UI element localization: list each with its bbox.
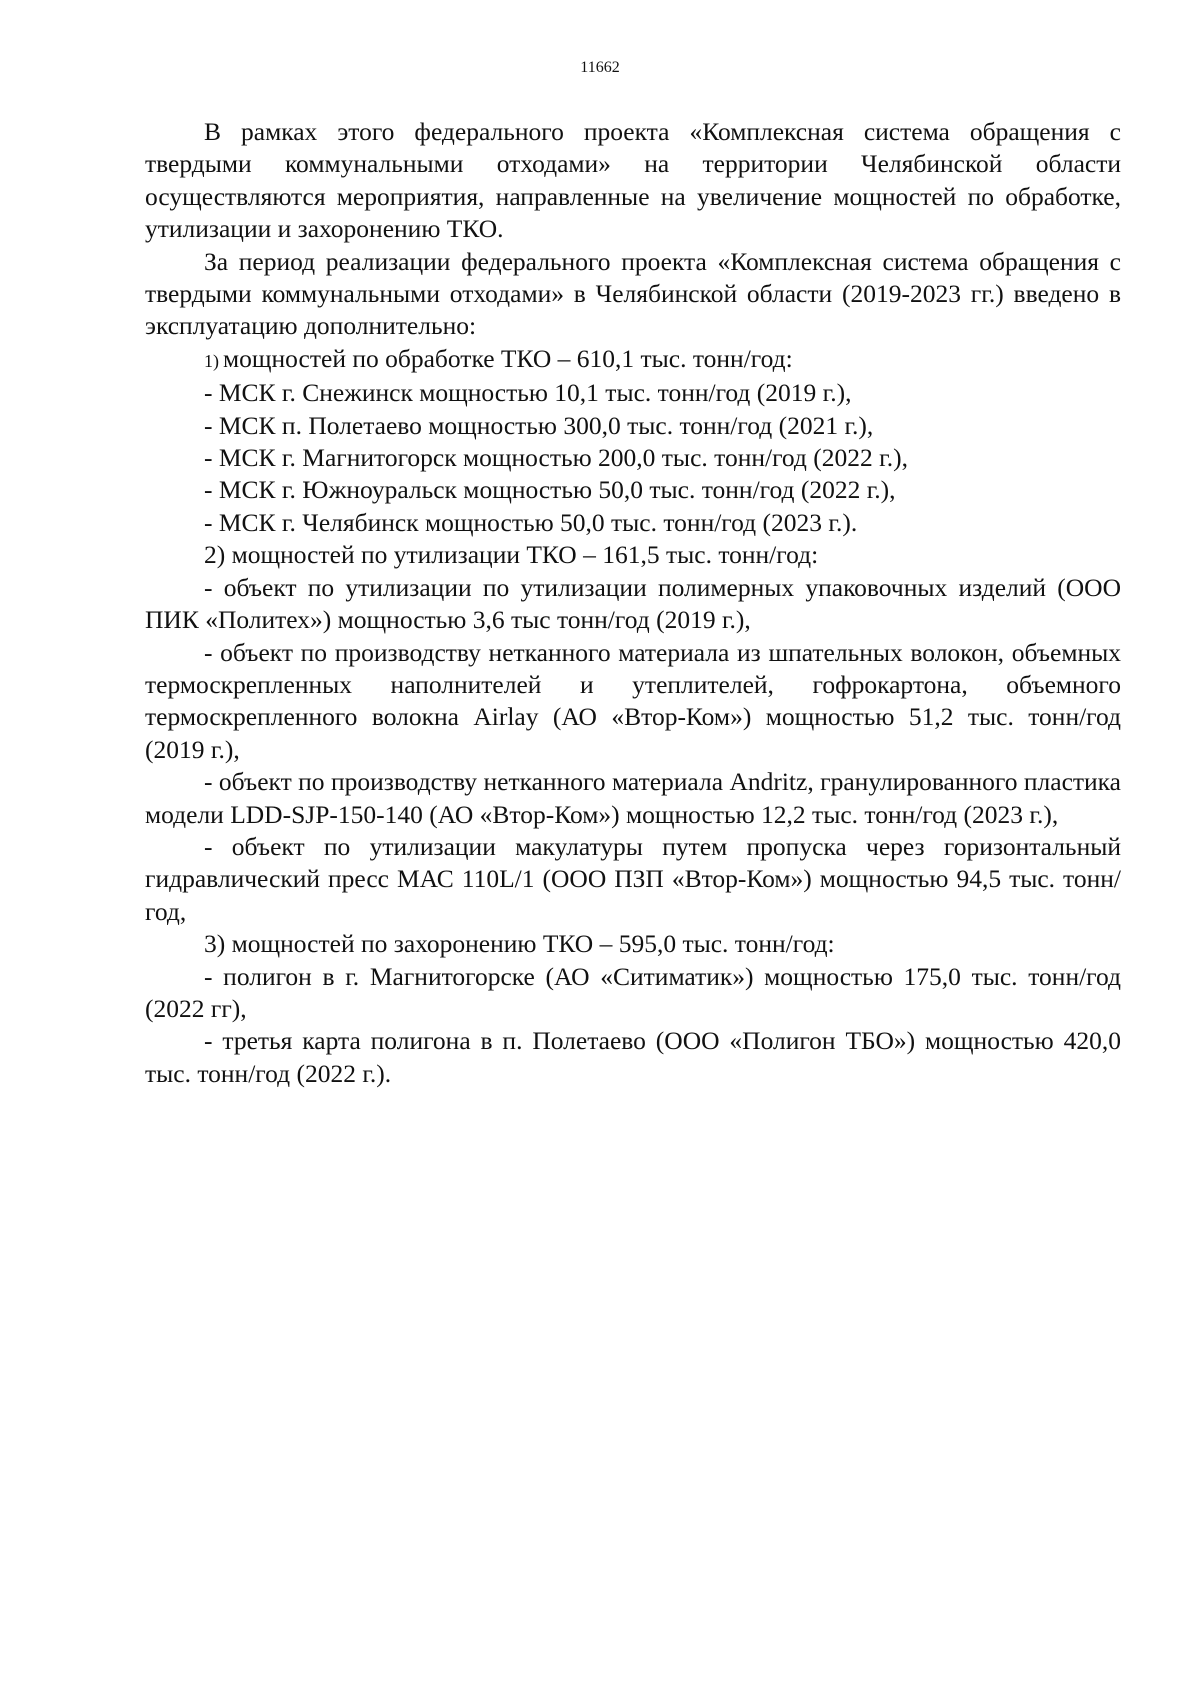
list-item-msk-magnitogorsk: - МСК г. Магнитогорск мощностью 200,0 тыс. тонн/год (2022 г.), — [204, 443, 908, 473]
list-item-msk-poletaevo: - МСК п. Полетаево мощностью 300,0 тыс. тонн/год (2021 г.), — [204, 410, 874, 440]
list-item-politekh: - объект по утилизации по утилизации полимерных упаковочных изделий (ООО ПИК «Политех») мощностью 3,6 тыс тонн/год (2019 г.), — [145, 572, 1121, 635]
list-item-processing-capacity — [145, 343, 1121, 377]
list-item-msk-snezhinsk: - МСК г. Снежинск мощностью 10,1 тыс. тонн/год (2019 г.), — [204, 378, 852, 408]
list-item-msk-yuzhnouralsk: - МСК г. Южноуральск мощностью 50,0 тыс. тонн/год (2022 г.), — [204, 475, 896, 505]
paragraph-intro: В рамках этого федерального проекта «Комплексная система обращения с твердыми коммунальными отходами» на территории Челябинской области осуществляются мероприятия, направленные на увеличение мощностей по обработке, утилизации и захоронению ТКО. — [145, 117, 1121, 244]
list-item-waste-paper: - объект по утилизации макулатуры путем пропуска через горизонтальный гидравлический пресс МАС 110L/1 (ООО ПЗП «Втор-Ком») мощностью 94,5 тыс. тонн/год, — [145, 831, 1121, 926]
page-number: 11662 — [580, 59, 620, 76]
list-item-disposal-capacity: 3) мощностей по захоронению ТКО – 595,0 тыс. тонн/год: — [204, 929, 835, 959]
list-marker: 1) — [204, 350, 219, 371]
document-body — [145, 116, 1121, 1090]
list-item-airlay: - объект по производству нетканного материала из шпательных волокон, объемных термоскрепленных наполнителей и утеплителей, гофрокартона, объемного термоскрепленного волокна Airlay (АО «Втор-Ком») мощностью 51,2 тыс. тонн/год (2019 г.), — [145, 637, 1121, 764]
list-item-landfill-poletaevo: - третья карта полигона в п. Полетаево (ООО «Полигон ТБО») мощностью 420,0 тыс. тонн/год (2022 г.). — [145, 1026, 1121, 1088]
list-item-text: мощностей по обработке ТКО – 610,1 тыс. тонн/год: — [223, 343, 793, 373]
list-item-utilization-capacity: 2) мощностей по утилизации ТКО – 161,5 тыс. тонн/год: — [204, 540, 819, 570]
paragraph-period: За период реализации федерального проекта «Комплексная система обращения с твердыми коммунальными отходами» в Челябинской области (2019-2023 гг.) введено в эксплуатацию дополнительно: — [145, 246, 1121, 341]
list-item-landfill-magnitogorsk: - полигон в г. Магнитогорске (АО «Ситиматик») мощностью 175,0 тыс. тонн/год (2022 гг), — [145, 961, 1121, 1023]
list-item-msk-chelyabinsk: - МСК г. Челябинск мощностью 50,0 тыс. тонн/год (2023 г.). — [204, 507, 858, 537]
list-item-andritz: - объект по производству нетканного материала Andritz, гранулированного пластика модели LDD-SJP-150-140 (АО «Втор-Ком») мощностью 12,2 тыс. тонн/год (2023 г.), — [145, 767, 1121, 829]
